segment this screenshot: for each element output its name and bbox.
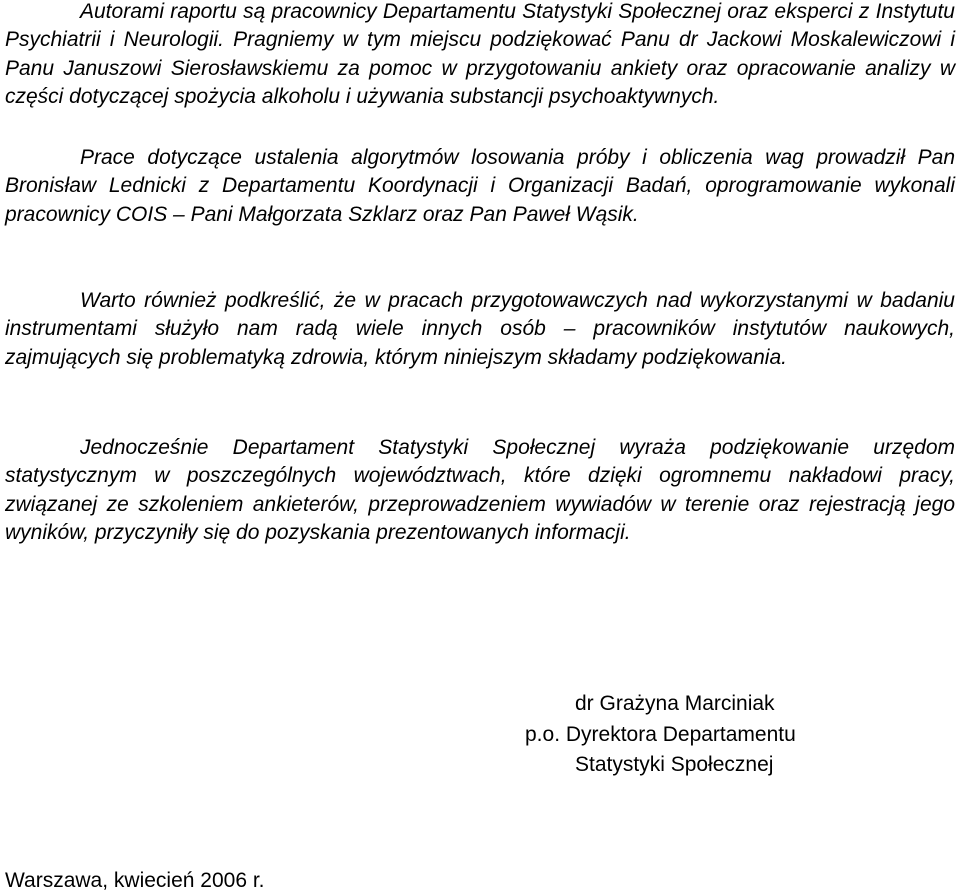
- signature-role: p.o. Dyrektora Departamentu: [525, 723, 796, 746]
- paragraph-authors: Autorami raportu są pracownicy Departamentu Statystyki Społecznej oraz eksperci z Instytutu Psychiatrii i Neurologii. Pragniemy w tym miejscu podziękować Panu dr Jackowi Moskalewiczowi i Panu Januszowi Sierosławskiemu za pomoc w przygotowaniu ankiety oraz opracowanie analizy w części dotyczącej spożycia alkoholu i używania substancji psychoaktywnych.: [5, 0, 955, 108]
- paragraph-statistical-offices-thanks: Jednocześnie Departament Statystyki Społecznej wyraża podziękowanie urzędom statystycznym w poszczególnych województwach, które dzięki ogromnemu nakładowi pracy, związanej ze szkoleniem ankieterów, przeprowadzeniem wywiadów w terenie oraz rejestracją jego wyników, przyczyniły się do pozyskania prezentowanych informacji.: [5, 436, 955, 544]
- signature-name: dr Grażyna Marciniak: [575, 692, 775, 715]
- paragraph-sampling-algorithms: Prace dotyczące ustalenia algorytmów losowania próby i obliczenia wag prowadził Pan Bronisław Lednicki z Departamentu Koordynacji i Organizacji Badań, oprogramowanie wykonali pracownicy COIS – Pani Małgorzata Szklarz oraz Pan Paweł Wąsik.: [5, 146, 955, 226]
- place-and-date: Warszawa, kwiecień 2006 r.: [5, 869, 265, 892]
- paragraph-instruments-thanks: Warto również podkreślić, że w pracach przygotowawczych nad wykorzystanymi w badaniu instrumentami służyło nam radą wiele innych osób – pracowników instytutów naukowych, zajmujących się problematyką zdrowia, którym niniejszym składamy podziękowania.: [5, 289, 955, 369]
- signature-department: Statystyki Społecznej: [575, 753, 774, 776]
